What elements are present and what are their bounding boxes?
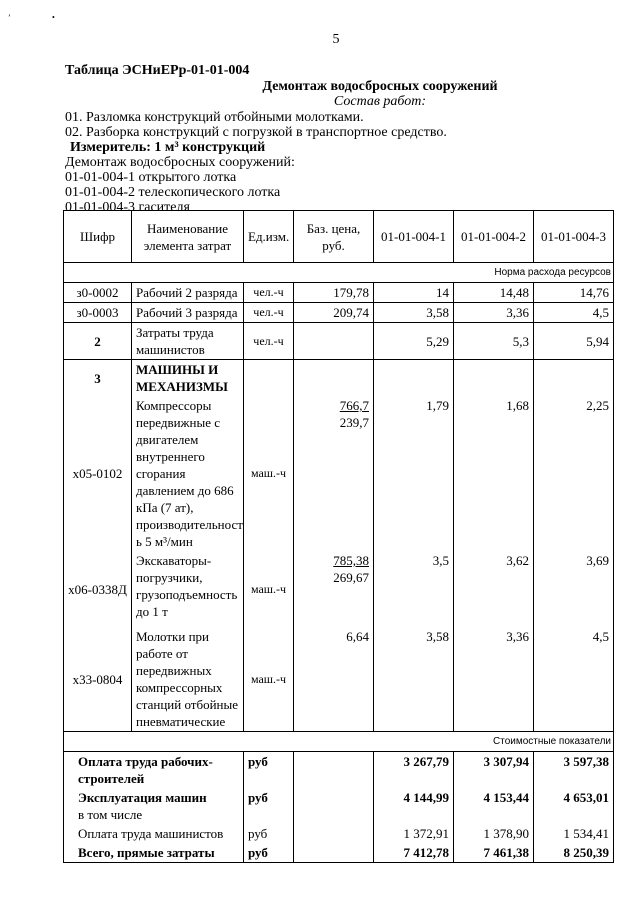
total-value-1: 4 144,99 <box>374 788 454 824</box>
price-main: 785,38 <box>333 553 369 568</box>
scan-mark: • <box>52 13 55 22</box>
row-unit: маш.-ч <box>244 396 294 551</box>
work-item: 01. Разломка конструкций отбойными молотками. <box>65 110 364 125</box>
row-unit: чел.-ч <box>244 283 294 303</box>
totals-row <box>64 752 614 789</box>
resource-table <box>63 210 614 863</box>
row-unit: маш.-ч <box>244 551 294 627</box>
empty-cell <box>534 360 614 397</box>
header-col1: 01-01-004-1 <box>374 211 454 263</box>
scan-mark: ʼ <box>8 13 11 22</box>
price-secondary: 239,7 <box>339 415 369 430</box>
empty-cell <box>294 843 374 863</box>
total-value-2: 3 307,94 <box>454 752 534 789</box>
row-price: 209,74 <box>294 303 374 323</box>
variant-item: 01-01-004-3 гасителя <box>65 200 190 215</box>
row-price <box>294 323 374 360</box>
section-costs: Стоимостные показатели <box>64 732 614 752</box>
variant-item: 01-01-004-1 открытого лотка <box>65 170 237 185</box>
total-value-1: 1 372,91 <box>374 824 454 843</box>
row-name: Молотки при работе от передвижных компрессорных станций отбойные пневматические <box>132 627 244 732</box>
row-price <box>294 396 374 551</box>
row-name: МАШИНЫ И МЕХАНИЗМЫ <box>132 360 244 397</box>
empty-cell <box>294 360 374 397</box>
variant-item: 01-01-004-2 телескопического лотка <box>65 185 281 200</box>
total-value-3: 4 653,01 <box>534 788 614 824</box>
totals-row <box>64 824 614 843</box>
total-unit: руб <box>244 752 294 789</box>
row-value-1: 3,5 <box>374 551 454 627</box>
row-value-1: 3,58 <box>374 303 454 323</box>
work-item: 02. Разборка конструкций с погрузкой в транспортное средство. <box>65 125 447 140</box>
row-code: х06-0338Д <box>64 551 132 627</box>
row-value-2: 3,36 <box>454 303 534 323</box>
row-value-3: 14,76 <box>534 283 614 303</box>
table-row <box>64 323 614 360</box>
section-norms: Норма расхода ресурсов <box>64 263 614 283</box>
description-header: Демонтаж водосбросных сооружений: <box>65 155 295 170</box>
section-row <box>64 263 614 283</box>
totals-row <box>64 843 614 863</box>
total-value-2: 7 461,38 <box>454 843 534 863</box>
row-name: Рабочий 2 разряда <box>132 283 244 303</box>
total-unit: руб <box>244 788 294 824</box>
totals-row <box>64 788 614 824</box>
row-unit: чел.-ч <box>244 323 294 360</box>
row-value-1: 5,29 <box>374 323 454 360</box>
empty-cell <box>294 788 374 824</box>
table-row <box>64 303 614 323</box>
total-value-3: 3 597,38 <box>534 752 614 789</box>
row-value-3: 4,5 <box>534 303 614 323</box>
total-value-1: 3 267,79 <box>374 752 454 789</box>
total-value-3: 1 534,41 <box>534 824 614 843</box>
section-row <box>64 732 614 752</box>
total-value-2: 1 378,90 <box>454 824 534 843</box>
page-title: Демонтаж водосбросных сооружений <box>262 79 498 94</box>
header-price: Баз. цена, руб. <box>294 211 374 263</box>
header-col3: 01-01-004-3 <box>534 211 614 263</box>
table-row <box>64 551 614 627</box>
header-name: Наименование элемента затрат <box>132 211 244 263</box>
row-code: 2 <box>64 323 132 360</box>
total-name: Всего, прямые затраты <box>64 843 244 863</box>
empty-cell <box>294 824 374 843</box>
empty-cell <box>454 360 534 397</box>
row-value-2: 3,36 <box>454 627 534 732</box>
composition-title: Состав работ: <box>333 94 427 109</box>
row-value-2: 5,3 <box>454 323 534 360</box>
row-value-1: 14 <box>374 283 454 303</box>
total-value-3: 8 250,39 <box>534 843 614 863</box>
total-name <box>64 788 244 824</box>
row-code: з0-0002 <box>64 283 132 303</box>
total-sublabel: в том числе <box>78 807 143 822</box>
row-price: 179,78 <box>294 283 374 303</box>
empty-cell <box>374 360 454 397</box>
row-name: Экскаваторы-погрузчики, грузоподъемность до 1 т <box>132 551 244 627</box>
row-value-3: 3,69 <box>534 551 614 627</box>
table-row <box>64 360 614 397</box>
row-value-2: 3,62 <box>454 551 534 627</box>
price-secondary: 269,67 <box>333 570 369 585</box>
table-row <box>64 627 614 732</box>
row-value-3: 5,94 <box>534 323 614 360</box>
row-code: х33-0804 <box>64 627 132 732</box>
row-code: 3 <box>64 360 132 397</box>
row-name: Компрессоры передвижные с двигателем внутреннего сгорания давлением до 686 кПа (7 ат), производительност ь 5 м³/мин <box>132 396 244 551</box>
row-name: Затраты труда машинистов <box>132 323 244 360</box>
total-name: Оплата труда рабочих-строителей <box>64 752 244 789</box>
row-unit: маш.-ч <box>244 627 294 732</box>
row-value-1: 3,58 <box>374 627 454 732</box>
row-name: Рабочий 3 разряда <box>132 303 244 323</box>
total-name: Оплата труда машинистов <box>64 824 244 843</box>
empty-cell <box>244 360 294 397</box>
total-unit: руб <box>244 824 294 843</box>
table-row <box>64 283 614 303</box>
total-value-1: 7 412,78 <box>374 843 454 863</box>
header-unit: Ед.изм. <box>244 211 294 263</box>
header-row <box>64 211 614 263</box>
page-number: 5 <box>332 32 340 47</box>
total-value-2: 4 153,44 <box>454 788 534 824</box>
row-code: з0-0003 <box>64 303 132 323</box>
row-price: 6,64 <box>294 627 374 732</box>
row-value-3: 4,5 <box>534 627 614 732</box>
total-label: Эксплуатация машин <box>78 790 207 805</box>
row-price <box>294 551 374 627</box>
row-value-1: 1,79 <box>374 396 454 551</box>
empty-cell <box>294 752 374 789</box>
meter: Измеритель: 1 м³ конструкций <box>70 140 266 155</box>
total-unit: руб <box>244 843 294 863</box>
table-code: Таблица ЭСНиЕРр-01-01-004 <box>65 63 250 78</box>
table-row <box>64 396 614 551</box>
header-col2: 01-01-004-2 <box>454 211 534 263</box>
row-value-2: 1,68 <box>454 396 534 551</box>
row-value-3: 2,25 <box>534 396 614 551</box>
header-code: Шифр <box>64 211 132 263</box>
price-main: 766,7 <box>339 398 369 413</box>
row-value-2: 14,48 <box>454 283 534 303</box>
row-unit: чел.-ч <box>244 303 294 323</box>
row-code: х05-0102 <box>64 396 132 551</box>
